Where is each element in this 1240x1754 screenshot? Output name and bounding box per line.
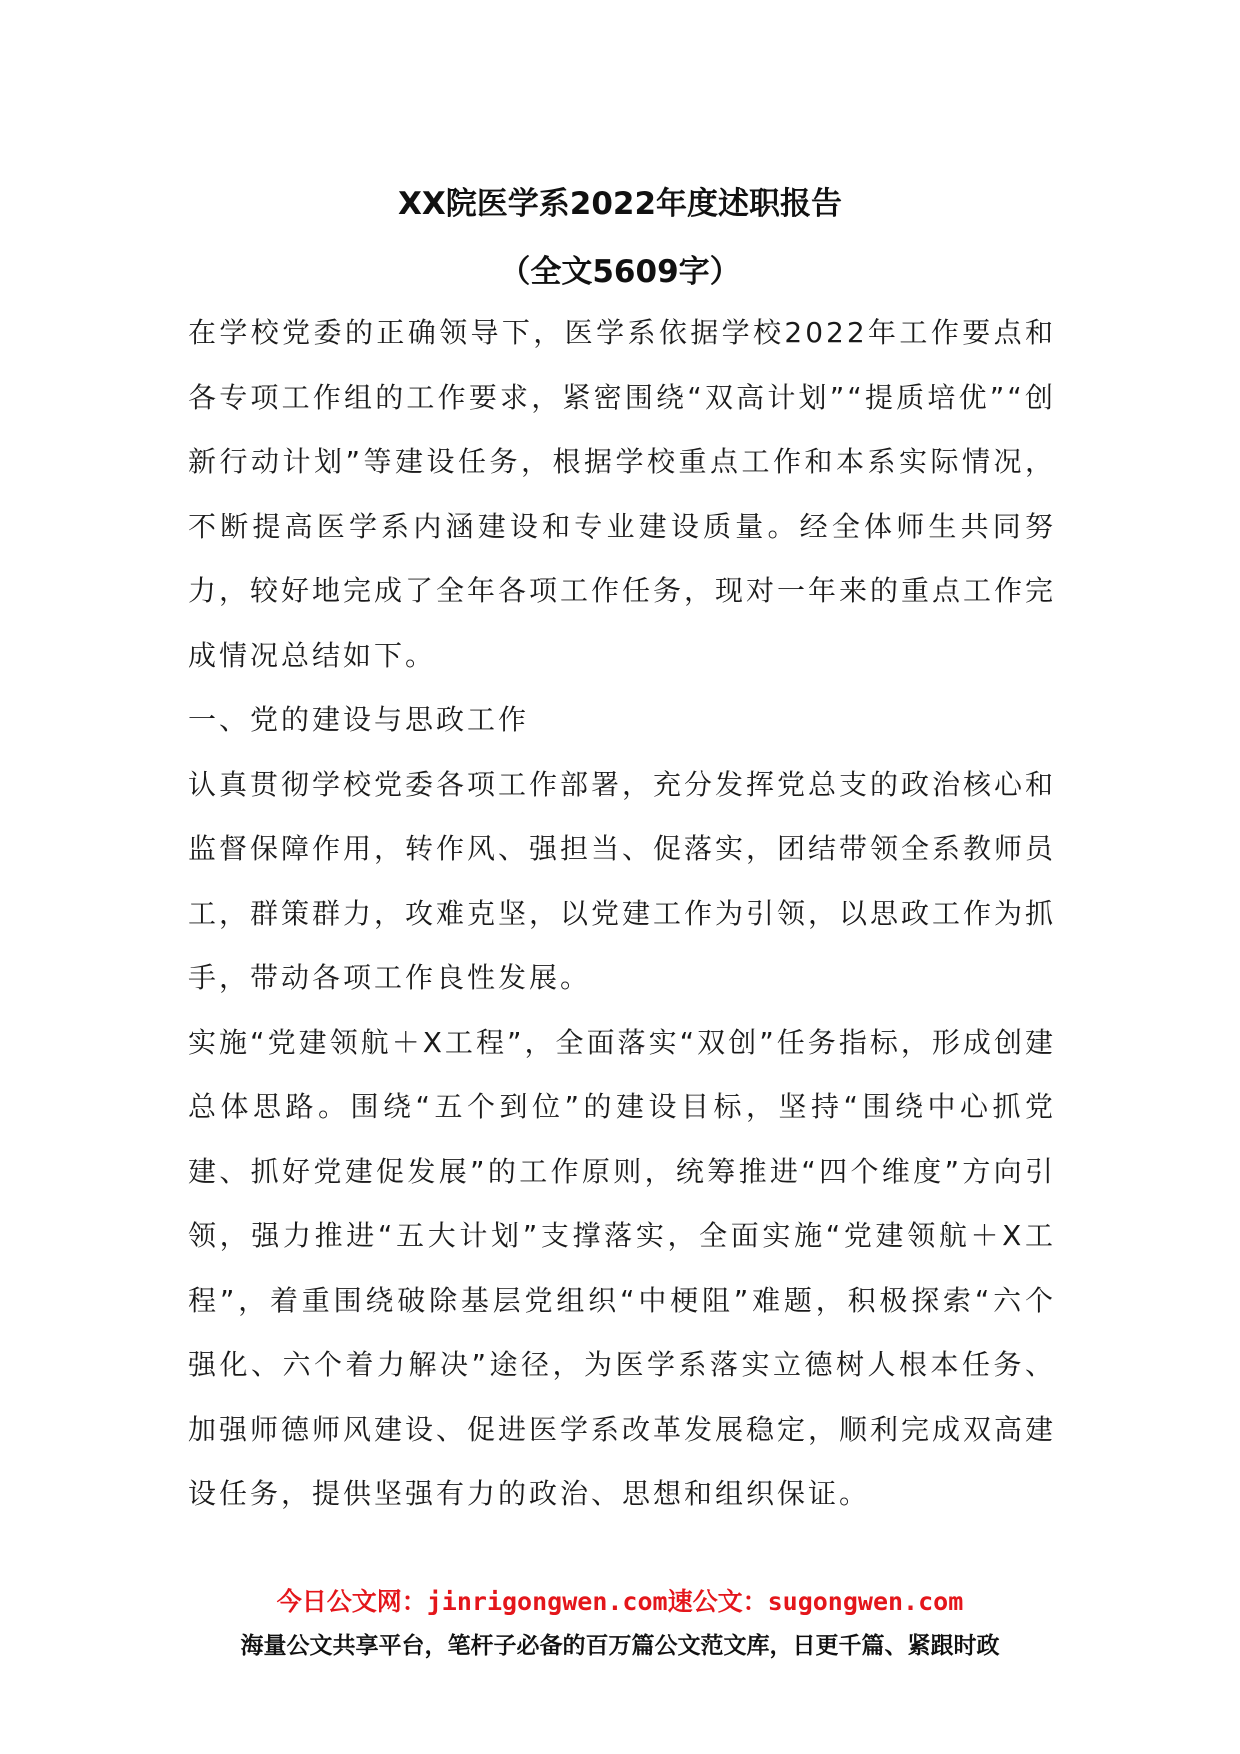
site1-link[interactable]: jinrigongwen.com <box>426 1587 668 1616</box>
footer-slogan: 海量公文共享平台，笔杆子必备的百万篇公文范文库，日更千篇、紧跟时政 <box>240 1633 1000 1659</box>
body-paragraph: 实施“党建领航＋X工程”，全面落实“双创”任务指标，形成创建总体思路。围绕“五个到位”的建设目标，坚持“围绕中心抓党建、抓好党建促发展”的工作原则，统筹推进“四个维度”方向引领，强力推进“五大计划”支撑落实，全面实施“党建领航＋X工程”，着重围绕破除基层党组织“中梗阻”难题，积极探索“六个强化、六个着力解决”途径，为医学系落实立德树人根本任务、加强师德师风建设、促进医学系改革发展稳定，顺利完成双高建设任务，提供坚强有力的政治、思想和组织保证。 <box>188 1025 1057 1510</box>
site2-name: 速公文： <box>667 1587 768 1616</box>
document-body <box>188 301 1056 1527</box>
document-subtitle: （全文5609字） <box>499 254 741 290</box>
intro-paragraph: 在学校党委的正确领导下，医学系依据学校2022年工作要点和各专项工作组的工作要求，紧密围绕“双高计划”“提质培优”“创新行动计划”等建设任务，根据学校重点工作和本系实际情况，不断提高医学系内涵建设和专业建设质量。经全体师生共同努力，较好地完成了全年各项工作任务，现对一年来的重点工作完成情况总结如下。 <box>188 316 1057 672</box>
footer-links <box>0 1582 1240 1618</box>
document-title: XX院医学系2022年度述职报告 <box>397 186 843 222</box>
body-paragraph: 认真贯彻学校党委各项工作部署，充分发挥党总支的政治核心和监督保障作用，转作风、强担当、促落实，团结带领全系教师员工，群策群力，攻难克坚，以党建工作为引领，以思政工作为抓手，带动各项工作良性发展。 <box>188 767 1057 994</box>
site2-link[interactable]: sugongwen.com <box>767 1587 964 1616</box>
site1-name: 今日公文网： <box>276 1587 427 1616</box>
section-heading: 一、党的建设与思政工作 <box>188 703 530 736</box>
